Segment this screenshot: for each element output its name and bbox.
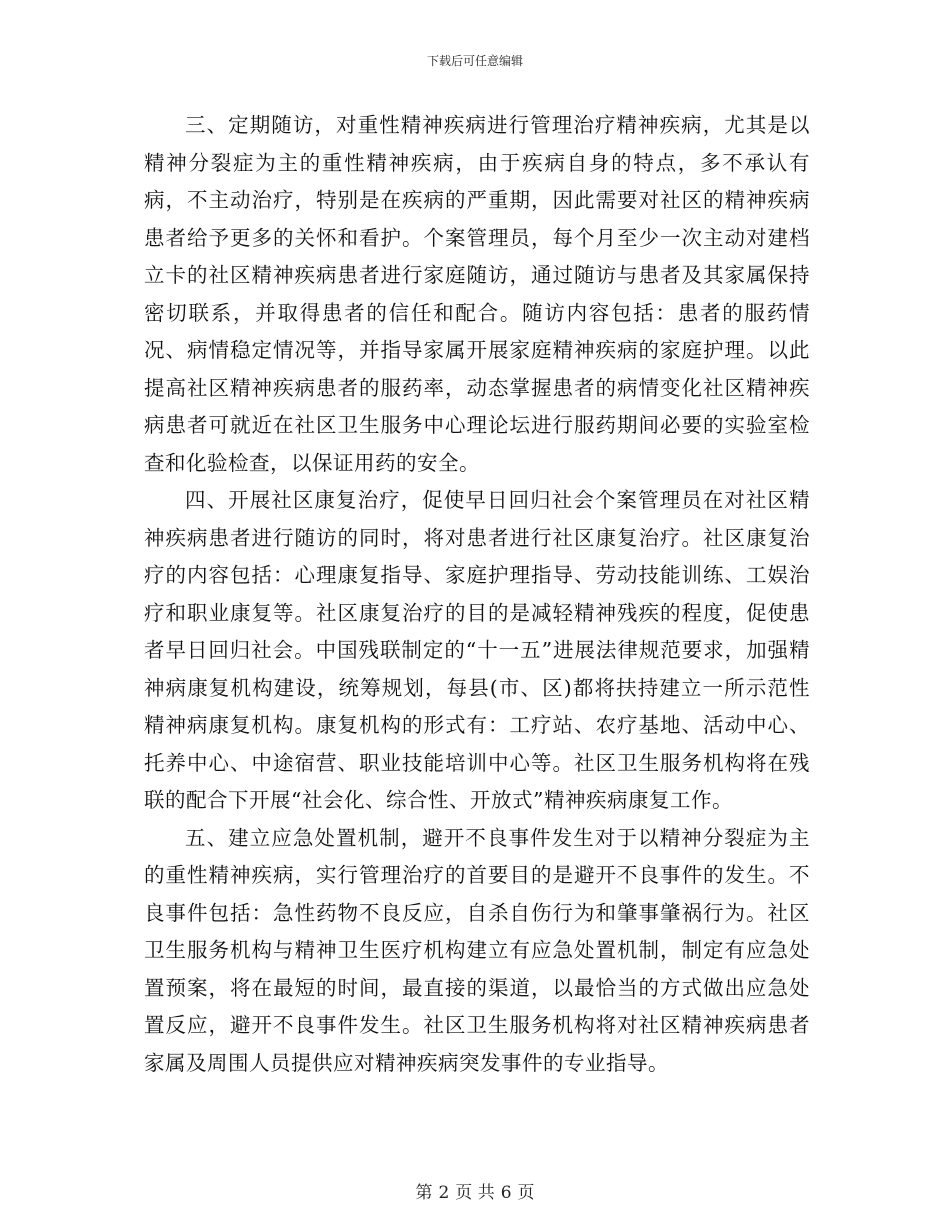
- footer-total-pages: 6: [500, 1183, 512, 1203]
- footer-suffix: 页: [517, 1183, 535, 1203]
- footer-page-number: 2: [438, 1183, 450, 1203]
- page-header: 下载后可任意编辑: [426, 54, 523, 68]
- document-body: [144, 107, 810, 1082]
- paragraph-emergency-mechanism: 五、建立应急处置机制，避开不良事件发生对于以精神分裂症为主的重性精神疾病，实行管理治疗的首要目的是避开不良事件的发生。不良事件包括：急性药物不良反应，自杀自伤行为和肇事肇祸行为。社区卫生服务机构与精神卫生医疗机构建立有应急处置机制，制定有应急处置预案，将在最短的时间，最直接的渠道，以最恰当的方式做出应急处置反应，避开不良事件发生。社区卫生服务机构将对社区精神疾病患者家属及周围人员提供应对精神疾病突发事件的专业指导。: [144, 825, 810, 1075]
- page-footer: [0, 1178, 950, 1203]
- paragraph-community-rehabilitation: 四、开展社区康复治疗，促使早日回归社会个案管理员在对社区精神疾病患者进行随访的同时，将对患者进行社区康复治疗。社区康复治疗的内容包括：心理康复指导、家庭护理指导、劳动技能训练、工娱治疗和职业康复等。社区康复治疗的目的是减轻精神残疾的程度，促使患者早日回归社会。中国残联制定的“十一五”进展法律规范要求，加强精神病康复机构建设，统筹规划，每县(市、区)都将扶持建立一所示范性精神病康复机构。康复机构的形式有：工疗站、农疗基地、活动中心、托养中心、中途宿营、职业技能培训中心等。社区卫生服务机构将在残联的配合下开展“社会化、综合性、开放式”精神疾病康复工作。: [144, 488, 810, 812]
- footer-prefix: 第: [415, 1183, 433, 1203]
- footer-middle: 页 共: [455, 1183, 495, 1203]
- paragraph-follow-up-visits: 三、定期随访，对重性精神疾病进行管理治疗精神疾病，尤其是以精神分裂症为主的重性精神疾病，由于疾病自身的特点，多不承认有病，不主动治疗，特别是在疾病的严重期，因此需要对社区的精神疾病患者给予更多的关怀和看护。个案管理员，每个月至少一次主动对建档立卡的社区精神疾病患者进行家庭随访，通过随访与患者及其家属保持密切联系，并取得患者的信任和配合。随访内容包括：患者的服药情况、病情稳定情况等，并指导家属开展家庭精神疾病的家庭护理。以此提高社区精神疾病患者的服药率，动态掌握患者的病情变化社区精神疾病患者可就近在社区卫生服务中心理论坛进行服药期间必要的实验室检查和化验检查，以保证用药的安全。: [144, 113, 810, 475]
